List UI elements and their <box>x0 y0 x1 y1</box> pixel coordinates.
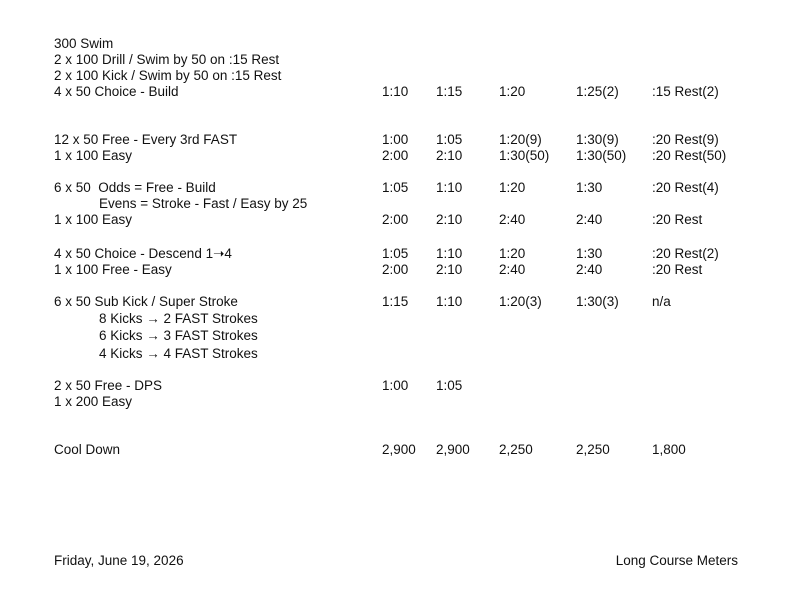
interval-cell: 1:05 <box>382 246 409 261</box>
interval-cell: 1:30(3) <box>576 294 619 309</box>
workout-line: 4 x 50 Choice - Descend 1➝4 <box>54 246 232 261</box>
interval-cell: 1:20 <box>499 246 526 261</box>
interval-cell: 2:40 <box>576 262 603 277</box>
workout-line: 6 x 50 Odds = Free - Build <box>54 180 216 195</box>
interval-cell: :20 Rest(9) <box>652 132 719 147</box>
interval-cell: 2:10 <box>436 212 463 227</box>
workout-line: Cool Down <box>54 442 121 457</box>
interval-cell: 1:10 <box>436 294 463 309</box>
interval-cell: 1:20(9) <box>499 132 542 147</box>
interval-cell: 1:10 <box>436 246 463 261</box>
interval-cell: 2:40 <box>499 212 526 227</box>
total-cell: 2,250 <box>499 442 533 457</box>
interval-cell: :15 Rest(2) <box>652 84 719 99</box>
interval-cell: 1:30(9) <box>576 132 619 147</box>
interval-cell: :20 Rest <box>652 212 703 227</box>
workout-line: 300 Swim <box>54 36 114 51</box>
interval-cell: :20 Rest(50) <box>652 148 727 163</box>
interval-cell: 1:30 <box>576 180 603 195</box>
interval-cell: :20 Rest(4) <box>652 180 719 195</box>
workout-line: 4 x 50 Choice - Build <box>54 84 179 99</box>
interval-cell: 2:10 <box>436 262 463 277</box>
workout-subline: Evens = Stroke - Fast / Easy by 25 <box>99 196 308 211</box>
interval-cell: 1:20(3) <box>499 294 542 309</box>
interval-cell: 1:15 <box>436 84 463 99</box>
workout-line: 2 x 100 Kick / Swim by 50 on :15 Rest <box>54 68 282 83</box>
workout-line: 1 x 100 Easy <box>54 212 133 227</box>
interval-cell: 1:00 <box>382 132 409 147</box>
footer-course: Long Course Meters <box>615 553 738 568</box>
workout-line: 6 x 50 Sub Kick / Super Stroke <box>54 294 238 309</box>
workout-line: 1 x 200 Easy <box>54 394 133 409</box>
workout-subline: 8 Kicks → 2 FAST Strokes <box>99 311 258 326</box>
interval-cell: 1:30(50) <box>576 148 627 163</box>
interval-cell: 1:25(2) <box>576 84 619 99</box>
workout-subline: 4 Kicks → 4 FAST Strokes <box>99 346 258 361</box>
total-cell: 2,250 <box>576 442 610 457</box>
interval-cell: 2:00 <box>382 262 409 277</box>
total-cell: 2,900 <box>436 442 470 457</box>
interval-cell: 2:00 <box>382 212 409 227</box>
interval-cell: 1:05 <box>382 180 409 195</box>
interval-cell: 1:20 <box>499 180 526 195</box>
interval-cell: 1:20 <box>499 84 526 99</box>
interval-cell: 2:40 <box>576 212 603 227</box>
interval-cell: 1:05 <box>436 132 463 147</box>
total-cell: 1,800 <box>652 442 686 457</box>
workout-line: 12 x 50 Free - Every 3rd FAST <box>54 132 238 147</box>
interval-cell: 1:30(50) <box>499 148 550 163</box>
total-cell: 2,900 <box>382 442 416 457</box>
interval-cell: n/a <box>652 294 671 309</box>
interval-cell: 1:30 <box>576 246 603 261</box>
interval-cell: :20 Rest(2) <box>652 246 719 261</box>
interval-cell: 1:00 <box>382 378 409 393</box>
workout-line: 2 x 50 Free - DPS <box>54 378 163 393</box>
interval-cell: 2:10 <box>436 148 463 163</box>
interval-cell: 2:00 <box>382 148 409 163</box>
interval-cell: 1:10 <box>382 84 409 99</box>
footer-date: Friday, June 19, 2026 <box>54 553 184 568</box>
interval-cell: 1:05 <box>436 378 463 393</box>
interval-cell: :20 Rest <box>652 262 703 277</box>
workout-line: 1 x 100 Free - Easy <box>54 262 172 277</box>
workout-subline: 6 Kicks → 3 FAST Strokes <box>99 328 258 343</box>
interval-cell: 1:15 <box>382 294 409 309</box>
interval-cell: 1:10 <box>436 180 463 195</box>
workout-line: 1 x 100 Easy <box>54 148 133 163</box>
interval-cell: 2:40 <box>499 262 526 277</box>
workout-line: 2 x 100 Drill / Swim by 50 on :15 Rest <box>54 52 280 67</box>
